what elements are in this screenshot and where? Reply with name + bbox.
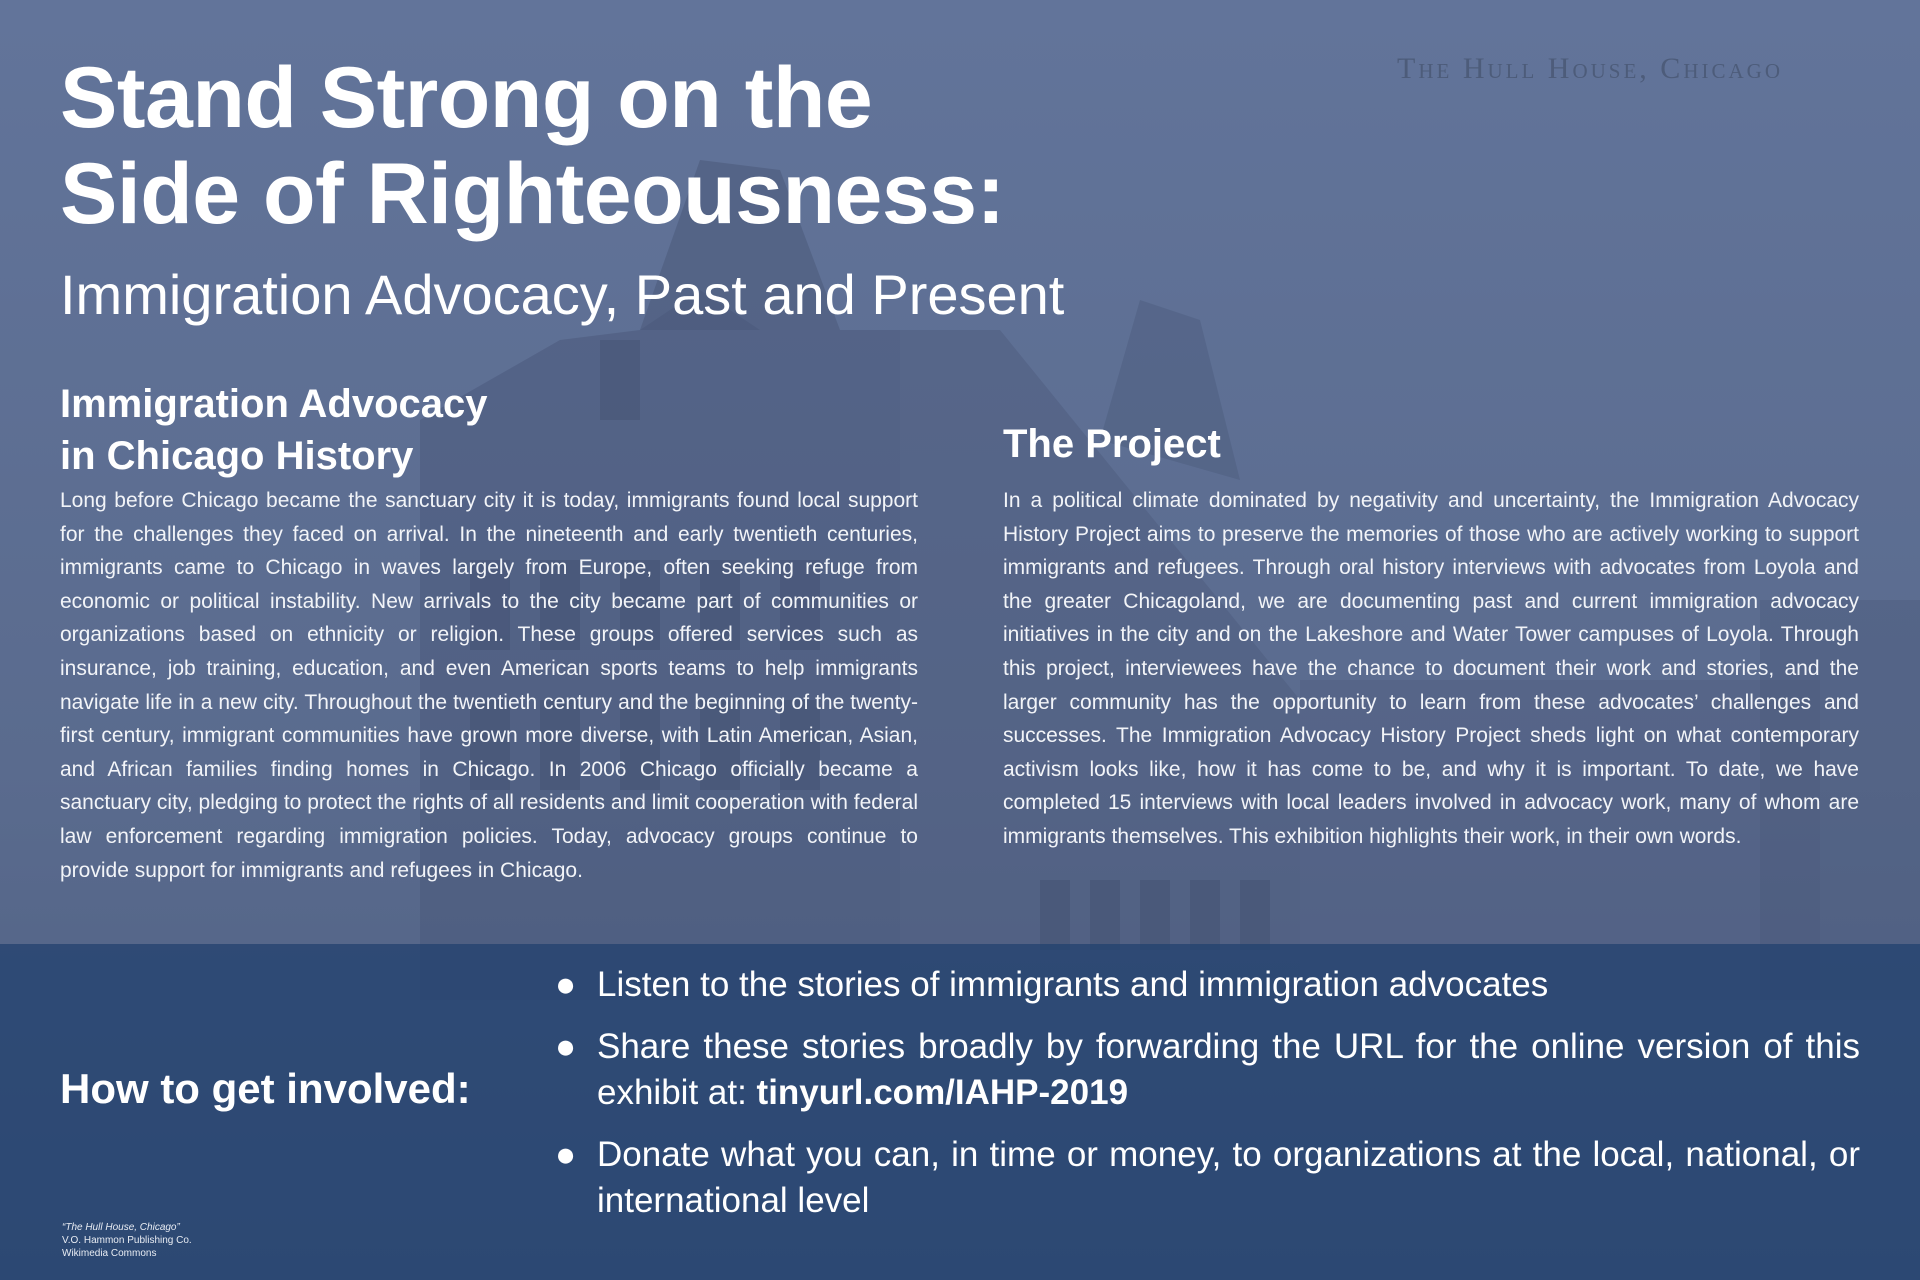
history-heading-line-1: Immigration Advocacy: [60, 382, 488, 426]
history-body-text: Long before Chicago became the sanctuary city it is today, immigrants found local support for the challenges they faced on arrival. In the nineteenth and early twentieth centuries, immigrants came to Chicago in waves largely from Europe, often seeking refuge from economic or political instability. New arrivals to the city became part of communities or organizations based on ethnicity or religion. These groups offered services such as insurance, job training, education, and even American sports teams to help immigrants navigate life in a new city. Throughout the twentieth century and the beginning of the twenty-first century, immigrant communities have grown more diverse, with Latin American, Asian, and African families finding homes in Chicago. In 2006 Chicago officially became a sanctuary city, pledging to protect the rights of all residents and limit cooperation with federal law enforcement regarding immigration policies. Today, advocacy groups continue to provide support for immigrants and refugees in Chicago.: [60, 489, 918, 882]
title-line-1: Stand Strong on the: [60, 50, 873, 146]
image-credit: [62, 1221, 192, 1260]
list-item: [555, 962, 1860, 1008]
project-heading: The Project: [1003, 422, 1221, 466]
bullet-icon: ●: [555, 1027, 577, 1066]
page-title: [60, 50, 1005, 242]
history-heading-line-2: in Chicago History: [60, 434, 414, 478]
list-item: [555, 1132, 1860, 1224]
credit-source: Wikimedia Commons: [62, 1248, 157, 1259]
get-involved-heading: How to get involved:: [60, 1065, 471, 1112]
list-item-text: Donate what you can, in time or money, to organizations at the local, national, or international level: [597, 1135, 1860, 1220]
page-subtitle: Immigration Advocacy, Past and Present: [60, 263, 1065, 326]
get-involved-list: [555, 962, 1860, 1240]
credit-publisher: V.O. Hammon Publishing Co.: [62, 1235, 192, 1246]
project-body-text: In a political climate dominated by negativity and uncertainty, the Immigration Advocacy History Project aims to preserve the memories of those who are actively working to support immigrants and refugees. Through oral history interviews with advocates from Loyola and the greater Chicagoland, we are documenting past and current immigration advocacy initiatives in the city and on the Lakeshore and Water Tower campuses of Loyola. Through this project, interviewees have the chance to document their work and stories, and the larger community has the opportunity to learn from these advocates’ challenges and successes. The Immigration Advocacy History Project sheds light on what contemporary activism looks like, how it has come to be, and why it is important. To date, we have completed 15 interviews with local leaders involved in advocacy work, many of whom are immigrants themselves. This exhibition highlights their work, in their own words.: [1003, 489, 1859, 848]
bullet-icon: ●: [555, 1135, 577, 1174]
title-line-2: Side of Righteousness:: [60, 146, 1005, 242]
history-heading: [60, 378, 488, 482]
list-item-text: Listen to the stories of immigrants and immigration advocates: [597, 965, 1549, 1004]
credit-caption: “The Hull House, Chicago”: [62, 1222, 180, 1233]
photo-watermark-label: The Hull House, Chicago: [1397, 52, 1783, 85]
exhibit-url-link[interactable]: tinyurl.com/IAHP-2019: [756, 1073, 1129, 1112]
list-item: [555, 1024, 1860, 1116]
bullet-icon: ●: [555, 965, 577, 1004]
list-item-text: Share these stories broadly by forwarding the URL for the online version of this exhibit at:: [597, 1027, 1860, 1112]
